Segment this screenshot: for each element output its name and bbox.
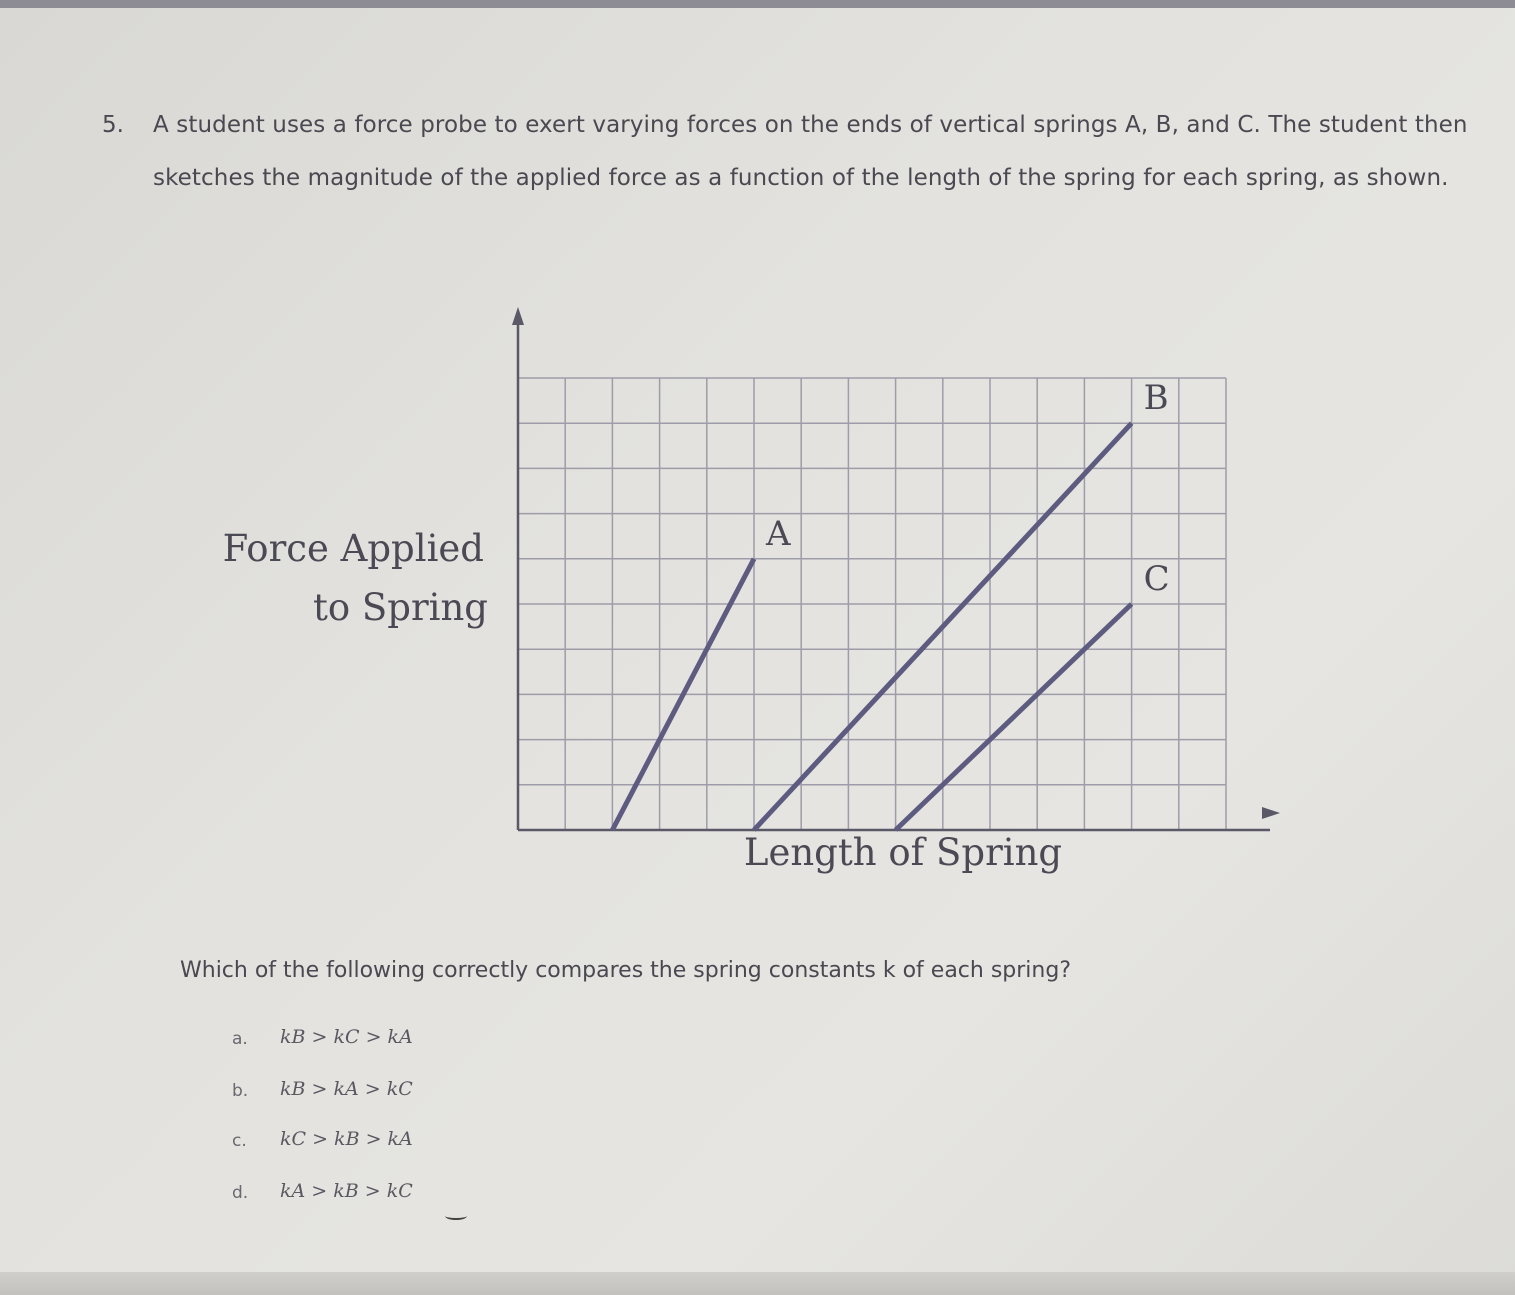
x-axis-title: Length of Spring <box>743 831 1063 874</box>
option-b-letter: b. <box>232 1081 249 1101</box>
question-number: 5. <box>102 112 124 138</box>
option-d[interactable]: kA > kB > kC <box>280 1180 413 1202</box>
option-b[interactable]: kB > kA > kC <box>280 1078 413 1100</box>
option-a-letter: a. <box>232 1029 248 1049</box>
pencil-mark <box>445 1212 467 1220</box>
grid <box>518 378 1226 830</box>
label-spring-a: A <box>766 513 791 554</box>
data-lines <box>612 423 1131 830</box>
y-axis-title-line-1: Force Applied <box>222 527 484 570</box>
bottom-edge <box>0 1272 1515 1295</box>
y-axis-title-line-2: to Spring <box>313 586 488 629</box>
option-c[interactable]: kC > kB > kA <box>280 1128 413 1150</box>
comparison-question: Which of the following correctly compares the spring constants k of each spring? <box>180 958 1071 983</box>
label-spring-c: C <box>1143 559 1170 599</box>
force-length-graph <box>200 295 1300 895</box>
series-labels <box>765 378 1170 599</box>
option-c-letter: c. <box>232 1131 247 1151</box>
top-edge <box>0 0 1515 8</box>
x-axis-arrow <box>1262 807 1280 819</box>
label-spring-b: B <box>1143 378 1169 419</box>
y-axis-arrow <box>512 307 524 325</box>
question-text-line-1: A student uses a force probe to exert varying forces on the ends of vertical springs A, B, and C. The student then <box>153 112 1468 138</box>
option-d-letter: d. <box>232 1183 249 1203</box>
question-text-line-2: sketches the magnitude of the applied force as a function of the length of the spring for each spring, as shown. <box>153 165 1449 191</box>
option-a[interactable]: kB > kC > kA <box>280 1026 413 1048</box>
